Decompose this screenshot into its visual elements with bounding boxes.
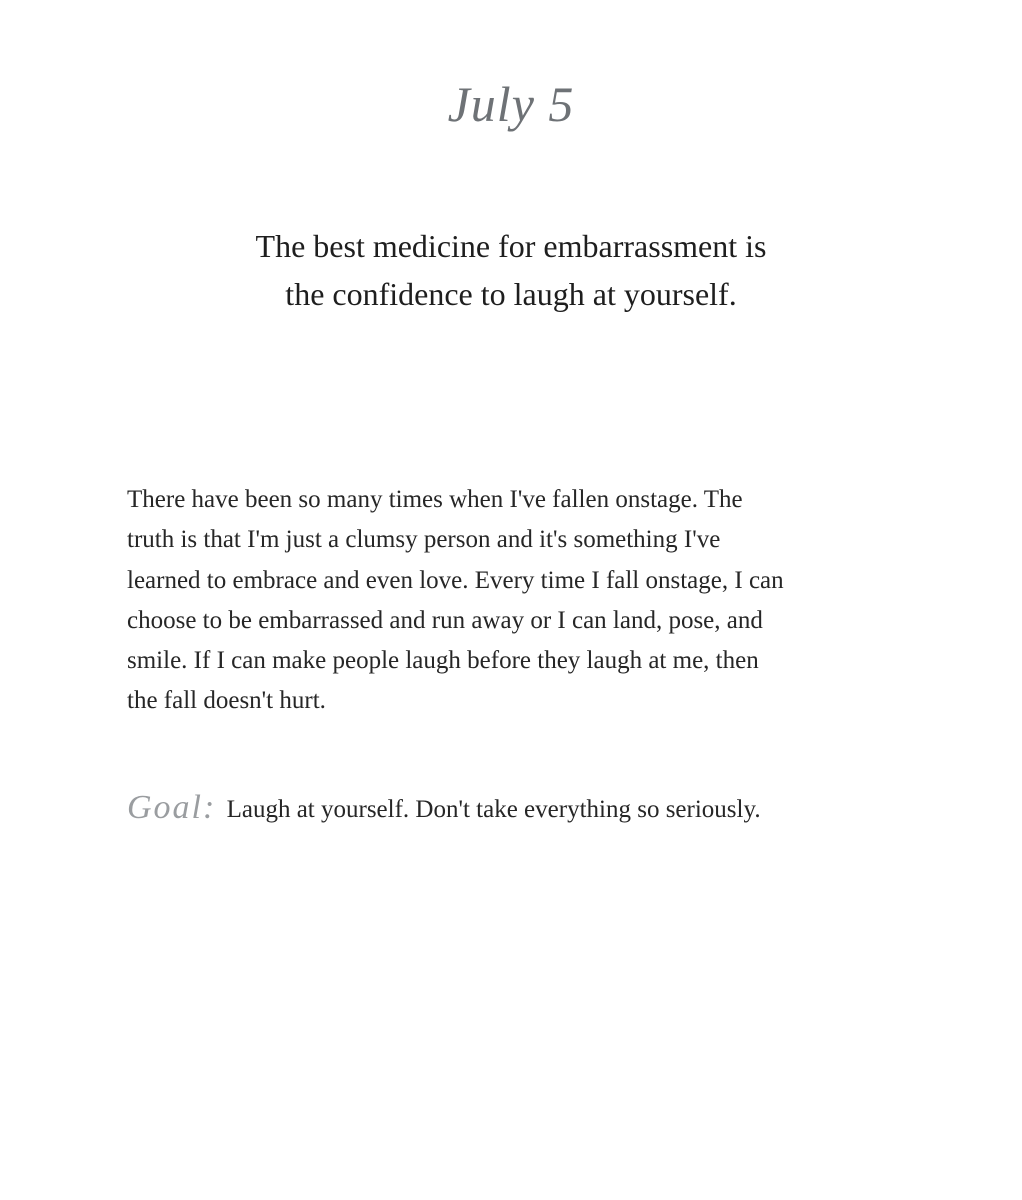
body-line: smile. If I can make people laugh before they laugh at me, then xyxy=(127,647,759,675)
entry-headline xyxy=(0,222,1022,318)
goal-text: Laugh at yourself. Don't take everything so seriously. xyxy=(226,796,761,823)
body-line: choose to be embarrassed and run away or I can land, pose, and xyxy=(127,606,763,634)
body-line: There have been so many times when I've fallen onstage. The xyxy=(127,486,743,513)
body-line: truth is that I'm just a clumsy person and it's something I've xyxy=(127,526,721,554)
headline-line: the confidence to laugh at yourself. xyxy=(285,276,737,312)
body-line: learned to embrace and even love. Every time I fall onstage, I can xyxy=(127,566,784,594)
body-line: the fall doesn't hurt. xyxy=(127,687,326,715)
goal-section xyxy=(127,786,917,832)
entry-date: July 5 xyxy=(447,76,575,132)
headline-line: The best medicine for embarrassment is xyxy=(255,228,767,264)
goal-label: Goal: xyxy=(127,789,217,826)
entry-body xyxy=(127,480,917,722)
